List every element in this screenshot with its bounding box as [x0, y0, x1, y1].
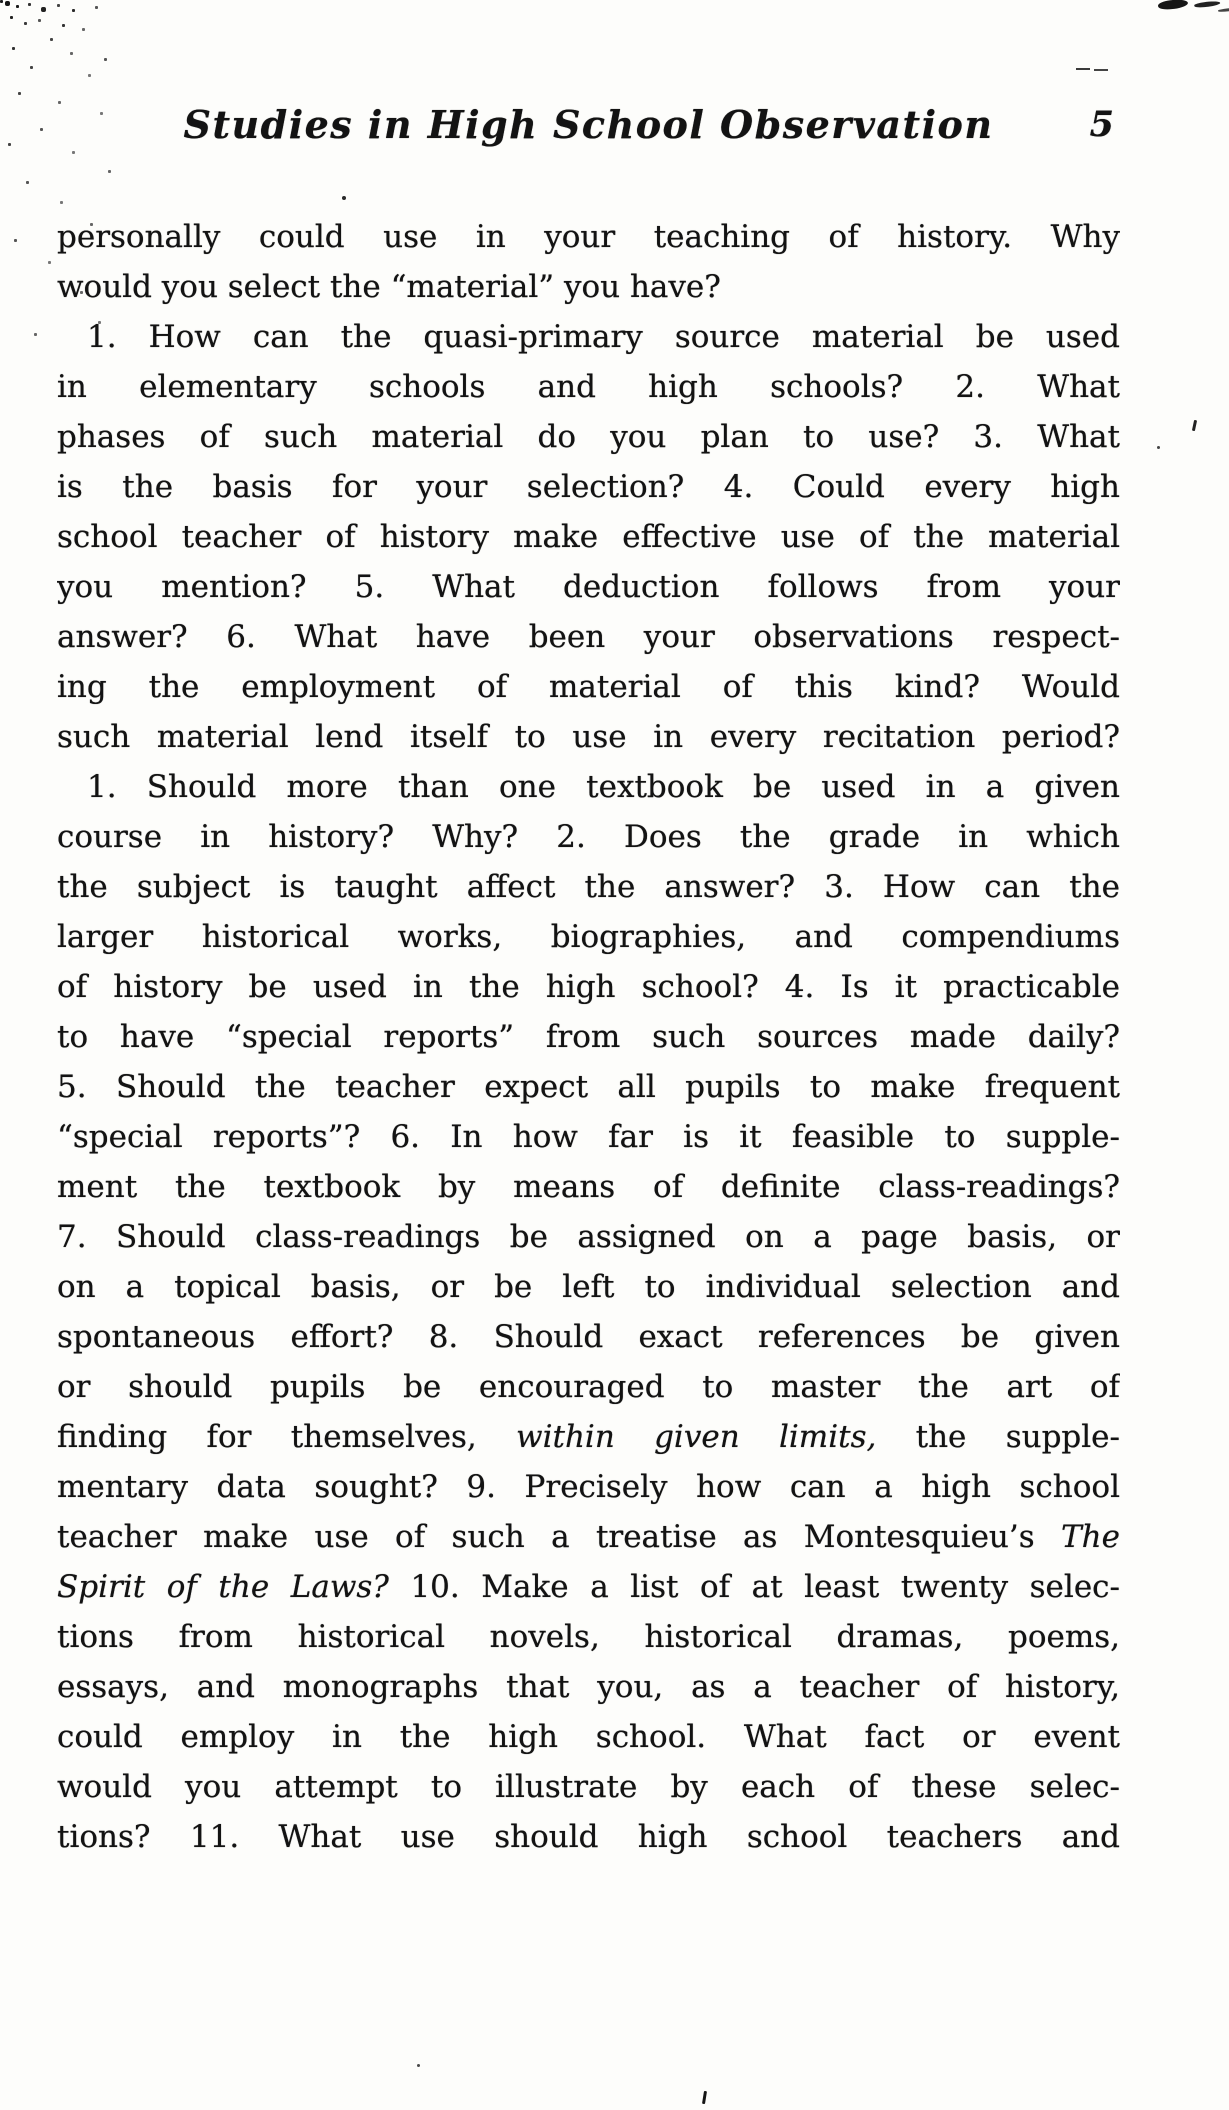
- text-line: you mention? 5. What deduction follows from your: [57, 569, 1120, 605]
- scan-artifact: [417, 2064, 420, 2067]
- text-line: would you select the “material” you have?: [57, 269, 721, 305]
- scan-artifact: [1192, 420, 1197, 431]
- text-line: on a topical basis, or be left to individual selection and: [57, 1269, 1120, 1305]
- text-line: such material lend itself to use in every recitation period?: [57, 719, 1120, 755]
- scan-artifact: [702, 2091, 707, 2104]
- scan-artifact: [342, 196, 346, 200]
- text-line: personally could use in your teaching of history. Why: [57, 219, 1120, 255]
- text-line: 7. Should class-readings be assigned on a page basis, or: [57, 1219, 1120, 1255]
- text-line: 5. Should the teacher expect all pupils to make frequent: [57, 1069, 1120, 1105]
- text-line: mentary data sought? 9. Precisely how can a high school: [57, 1469, 1120, 1505]
- text-line: essays, and monographs that you, as a teacher of history,: [57, 1669, 1120, 1705]
- text-line: ment the textbook by means of definite class-readings?: [57, 1169, 1120, 1205]
- text-line: tions? 11. What use should high school teachers and: [57, 1819, 1120, 1855]
- text-line: is the basis for your selection? 4. Could every high: [57, 469, 1120, 505]
- text-line: the subject is taught affect the answer? 3. How can the: [57, 869, 1120, 905]
- page-number: 5: [1089, 104, 1114, 145]
- text-line: spontaneous effort? 8. Should exact references be given: [57, 1319, 1120, 1355]
- text-line: could employ in the high school. What fact or event: [57, 1719, 1120, 1755]
- text-line: 1. Should more than one textbook be used in a given: [87, 769, 1120, 805]
- text-line: 1. How can the quasi-primary source material be used: [87, 319, 1120, 355]
- scan-artifact: [1076, 68, 1090, 70]
- text-line: answer? 6. What have been your observations respect-: [57, 619, 1120, 655]
- page-title: Studies in High School Observation: [183, 102, 994, 147]
- text-line: ing the employment of material of this kind? Would: [57, 669, 1120, 705]
- text-line: “special reports”? 6. In how far is it feasible to supple-: [57, 1119, 1120, 1155]
- text-line: to have “special reports” from such sources made daily?: [57, 1019, 1120, 1055]
- text-line: of history be used in the high school? 4. Is it practicable: [57, 969, 1120, 1005]
- body-text: [57, 212, 1120, 1862]
- text-line: school teacher of history make effective use of the material: [57, 519, 1120, 555]
- text-line: tions from historical novels, historical dramas, poems,: [57, 1619, 1120, 1655]
- text-line: or should pupils be encouraged to master the art of: [57, 1369, 1120, 1405]
- running-head: [57, 100, 1120, 154]
- text-line: Spirit of the Laws? 10. Make a list of at least twenty selec-: [57, 1569, 1120, 1605]
- scan-artifact: [1158, 0, 1189, 11]
- text-line: finding for themselves, within given limits, the supple-: [57, 1419, 1120, 1455]
- text-line: phases of such material do you plan to use? 3. What: [57, 419, 1120, 455]
- scan-noise: [0, 0, 3, 3]
- text-line: larger historical works, biographies, and compendiums: [57, 919, 1120, 955]
- text-line: would you attempt to illustrate by each of these selec-: [57, 1769, 1120, 1805]
- text-line: course in history? Why? 2. Does the grade in which: [57, 819, 1120, 855]
- scan-artifact: [1157, 446, 1160, 449]
- text-line: in elementary schools and high schools? 2. What: [57, 369, 1120, 405]
- text-line: teacher make use of such a treatise as Montesquieu’s The: [57, 1519, 1120, 1555]
